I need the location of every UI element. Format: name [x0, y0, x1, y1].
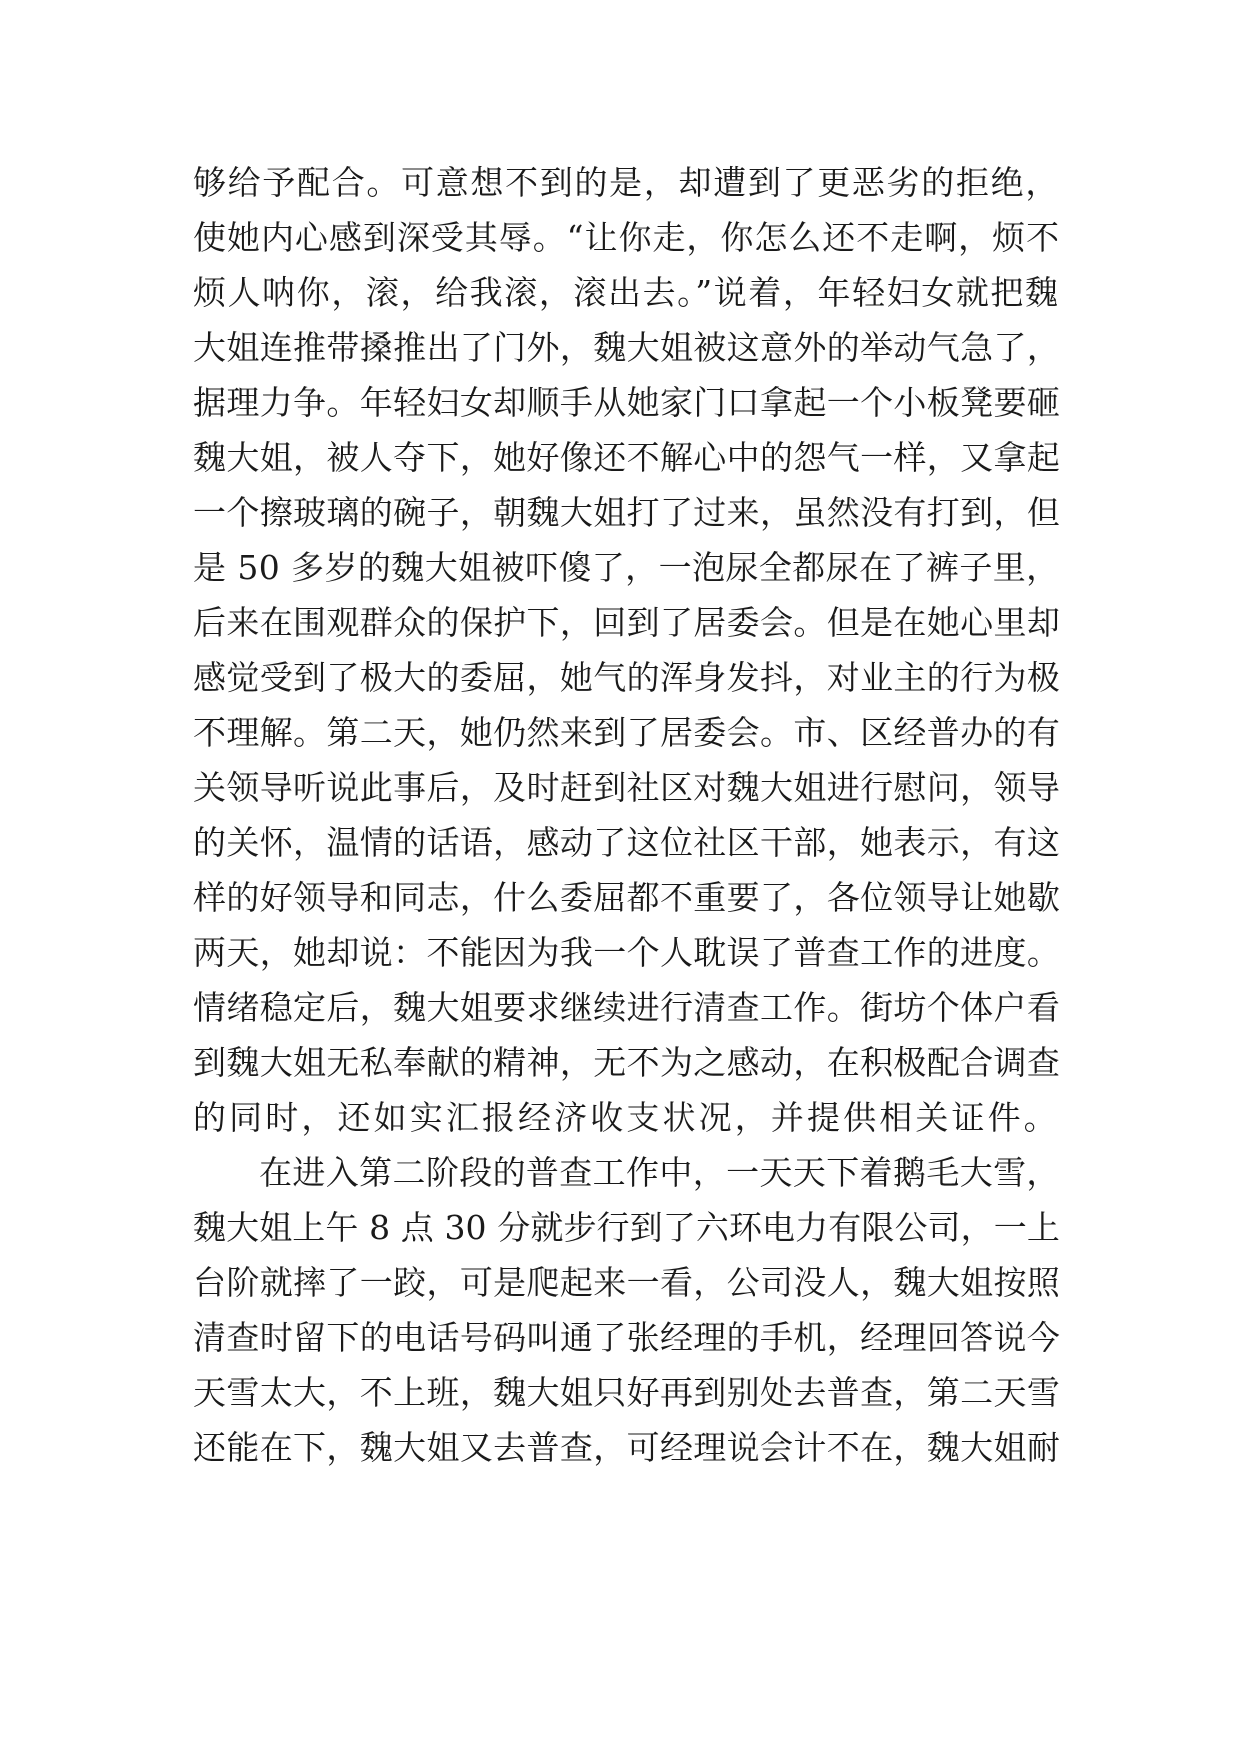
text-line: 感觉受到了极大的委屈，她气的浑身发抖，对业主的行为极	[193, 658, 1061, 697]
text-line: 关领导听说此事后，及时赶到社区对魏大姐进行慰问，领导	[193, 768, 1061, 807]
text-line: 据理力争。年轻妇女却顺手从她家门口拿起一个小板凳要砸	[193, 383, 1061, 422]
text-line: 到魏大姐无私奉献的精神，无不为之感动，在积极配合调查	[193, 1043, 1061, 1082]
text-line: 后来在围观群众的保护下，回到了居委会。但是在她心里却	[193, 603, 1061, 642]
text-line: 的同时，还如实汇报经济收支状况，并提供相关证件。	[193, 1098, 1060, 1137]
paragraph-first-line: 在进入第二阶段的普查工作中，一天天下着鹅毛大雪，	[259, 1153, 1060, 1192]
text-line: 清查时留下的电话号码叫通了张经理的手机，经理回答说今	[193, 1318, 1061, 1357]
text-line: 是 50 多岁的魏大姐被吓傻了，一泡尿全都尿在了裤子里，	[193, 548, 1060, 587]
text-line: 烦人呐你，滚，给我滚，滚出去。”说着，年轻妇女就把魏	[193, 273, 1060, 312]
text-line: 两天，她却说：不能因为我一个人耽误了普查工作的进度。	[193, 933, 1061, 972]
text-line: 的关怀，温情的话语，感动了这位社区干部，她表示，有这	[193, 823, 1061, 862]
text-line: 还能在下，魏大姐又去普查，可经理说会计不在，魏大姐耐	[193, 1428, 1061, 1467]
text-line: 不理解。第二天，她仍然来到了居委会。市、区经普办的有	[193, 713, 1061, 752]
text-line: 天雪太大，不上班，魏大姐只好再到别处去普查，第二天雪	[193, 1373, 1061, 1412]
text-line: 够给予配合。可意想不到的是，却遭到了更恶劣的拒绝，	[193, 163, 1060, 202]
text-line: 使她内心感到深受其辱。“让你走，你怎么还不走啊，烦不	[193, 218, 1061, 257]
text-line: 台阶就摔了一跤，可是爬起来一看，公司没人，魏大姐按照	[193, 1263, 1061, 1302]
text-line: 一个擦玻璃的碗子，朝魏大姐打了过来，虽然没有打到，但	[193, 493, 1061, 532]
text-line: 情绪稳定后，魏大姐要求继续进行清查工作。街坊个体户看	[193, 988, 1061, 1027]
text-line: 样的好领导和同志，什么委屈都不重要了，各位领导让她歇	[193, 878, 1061, 917]
text-line: 魏大姐上午 8 点 30 分就步行到了六环电力有限公司，一上	[193, 1208, 1060, 1247]
text-line: 魏大姐，被人夺下，她好像还不解心中的怨气一样，又拿起	[193, 438, 1061, 477]
text-line: 大姐连推带搡推出了门外，魏大姐被这意外的举动气急了，	[193, 328, 1061, 367]
